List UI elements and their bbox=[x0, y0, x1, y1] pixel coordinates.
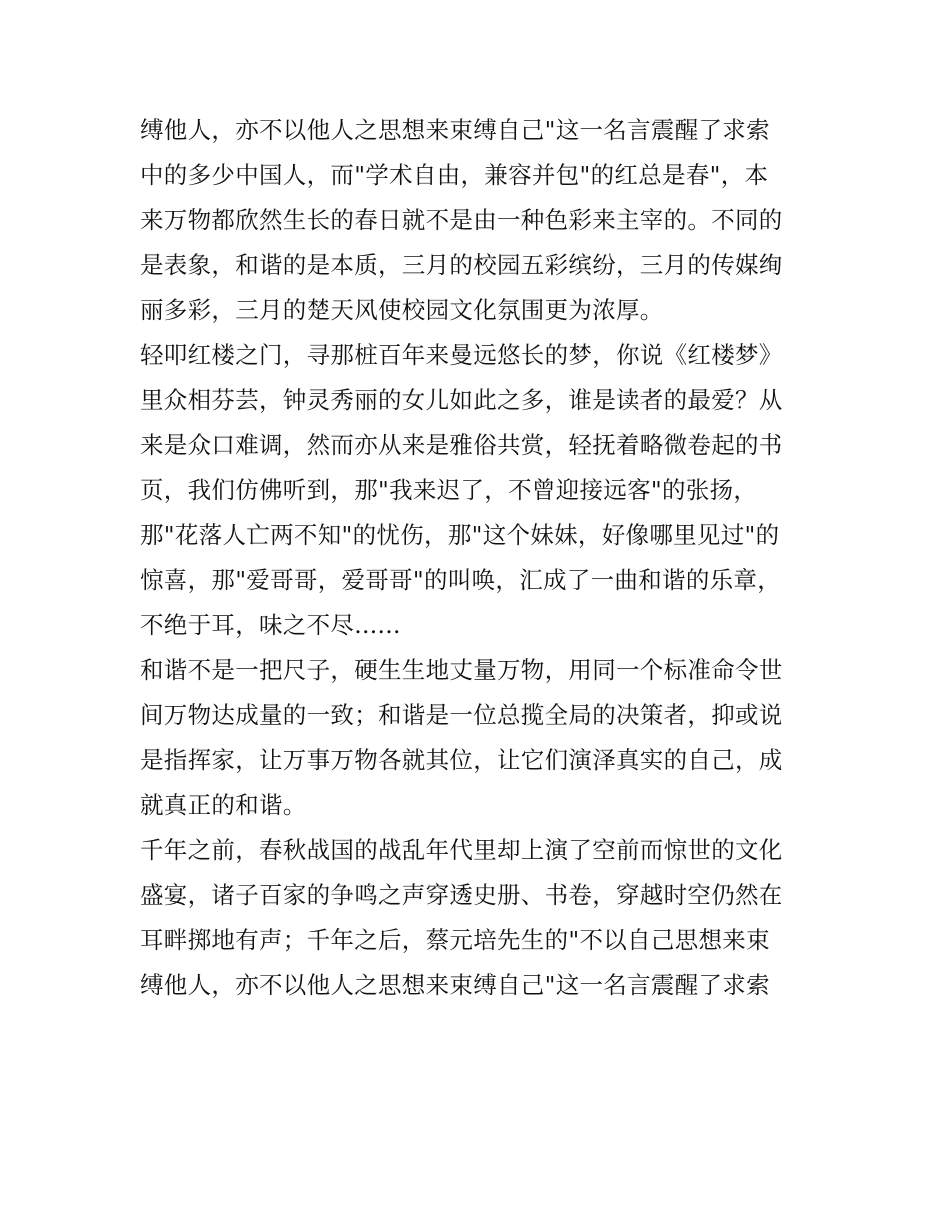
text-line-13: 和谐不是一把尺子，硬生生地丈量万物，用同一个标准命令世 bbox=[140, 656, 783, 684]
text-line-7: 里众相芬芸，钟灵秀丽的女儿如此之多，谁是读者的最爱？从 bbox=[140, 386, 783, 414]
text-line-19: 耳畔掷地有声；千年之后，蔡元培先生的"不以自己思想来束 bbox=[140, 926, 770, 954]
text-line-11: 惊喜，那"爱哥哥，爱哥哥"的叫唤，汇成了一曲和谐的乐章， bbox=[140, 566, 782, 594]
text-line-18: 盛宴，诸子百家的争鸣之声穿透史册、书卷，穿越时空仍然在 bbox=[140, 881, 783, 909]
text-line-15: 是指挥家，让万事万物各就其位，让它们演泽真实的自己，成 bbox=[140, 746, 783, 774]
text-line-8: 来是众口难调，然而亦从来是雅俗共赏，轻抚着略微卷起的书 bbox=[140, 431, 783, 459]
text-line-20: 缚他人，亦不以他人之思想来束缚自己"这一名言震醒了求索 bbox=[140, 971, 770, 999]
text-line-14: 间万物达成量的一致；和谐是一位总揽全局的决策者，抑或说 bbox=[140, 701, 783, 729]
text-line-12: 不绝于耳，味之不尽...... bbox=[140, 611, 401, 639]
text-line-6: 轻叩红楼之门，寻那桩百年来曼远悠长的梦，你说《红楼梦》 bbox=[140, 341, 783, 369]
text-line-9: 页，我们仿佛听到，那"我来迟了，不曾迎接远客"的张扬， bbox=[140, 476, 758, 504]
text-line-2: 中的多少中国人，而"学术自由，兼容并包"的红总是春"，本 bbox=[140, 161, 769, 189]
text-line-17: 千年之前，春秋战国的战乱年代里却上演了空前而惊世的文化 bbox=[140, 836, 783, 864]
text-line-5: 丽多彩，三月的楚天风使校园文化氛围更为浓厚。 bbox=[140, 296, 664, 324]
text-line-4: 是表象，和谐的是本质，三月的校园五彩缤纷，三月的传媒绚 bbox=[140, 251, 783, 279]
text-line-1: 缚他人，亦不以他人之思想来束缚自己"这一名言震醒了求索 bbox=[140, 116, 770, 144]
text-line-3: 来万物都欣然生长的春日就不是由一种色彩来主宰的。不同的 bbox=[140, 206, 783, 234]
essay-body bbox=[140, 108, 820, 1008]
text-line-10: 那"花落人亡两不知"的忧伤，那"这个妹妹，好像哪里见过"的 bbox=[140, 521, 780, 549]
text-line-16: 就真正的和谐。 bbox=[140, 791, 307, 819]
